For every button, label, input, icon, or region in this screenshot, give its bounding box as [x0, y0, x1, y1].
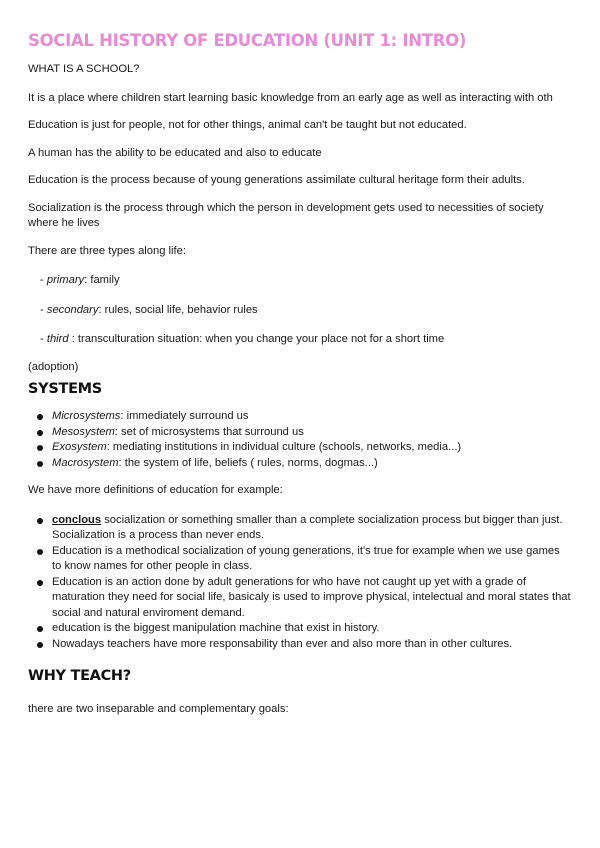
list-item: [52, 621, 572, 637]
question-what-is-school: WHAT IS A SCHOOL?: [28, 63, 140, 75]
list-item: [52, 440, 572, 456]
definition-text: Education is an action done by adult generations for who have not caught up yet with a grade of maturation they need for social life, basicaly is used to improve physical, intelectual and moral states that social and natural enviroment demand.: [52, 575, 571, 619]
paragraph-socialization: Socialization is the process through which the person in development gets used to necessities of society where he lives: [28, 201, 544, 229]
system-desc: : immediately surround us: [120, 410, 249, 422]
bullet-icon: [37, 626, 43, 632]
system-term: Macrosystem: [52, 456, 119, 469]
type-desc: : family: [84, 274, 120, 286]
paragraph-education-people: Education is just for people, not for other things, animal can't be taught but not educated.: [28, 119, 467, 131]
type-term: primary: [46, 274, 85, 286]
list-item: [52, 637, 572, 653]
adoption-note: (adoption): [28, 360, 79, 373]
bullet-icon: [37, 414, 43, 420]
list-item: [52, 575, 572, 622]
definition-text: Nowadays teachers have more responsability than ever and also more than in other cultures.: [52, 637, 513, 650]
bullet-icon: [37, 642, 43, 648]
type-secondary: - secondary: rules, social life, behavior rules: [40, 303, 258, 316]
definition-text: education is the biggest manipulation machine that exist in history.: [52, 622, 380, 634]
bullet-icon: [37, 461, 43, 467]
type-term: third: [46, 333, 69, 345]
definitions-intro: We have more definitions of education for example:: [28, 484, 283, 496]
type-third: - third : transculturation situation: when you change your place not for a short time: [40, 333, 445, 345]
list-item: [52, 425, 572, 441]
definition-text: socialization or something smaller than a complete socialization process but bigger than just. Socialization is a process than never ends.: [52, 513, 563, 541]
system-term: Microsystems: [52, 410, 121, 422]
bullet-icon: [37, 580, 43, 586]
systems-heading: SYSTEMS: [28, 381, 102, 397]
type-primary: - primary: family: [40, 274, 120, 286]
systems-list: [28, 409, 572, 471]
type-desc: : rules, social life, behavior rules: [98, 303, 258, 316]
list-item: [52, 544, 572, 575]
list-item: [52, 409, 572, 425]
list-item: [52, 456, 572, 472]
bullet-icon: [37, 518, 43, 524]
paragraph-education-process: Education is the process because of young generations assimilate cultural heritage form their adults.: [28, 174, 525, 186]
definition-text: Education is a methodical socialization of young generations, it's true for example when we use games to know names for other people in class.: [52, 544, 560, 572]
system-desc: : mediating institutions in individual culture (schools, networks, media...): [106, 441, 462, 453]
underlined-term: conclous: [52, 513, 102, 526]
goals-text: there are two inseparable and complementary goals:: [28, 703, 289, 715]
system-term: Mesosystem: [52, 425, 115, 438]
paragraph-school: It is a place where children start learning basic knowledge from an early age as well as interacting with oth: [28, 91, 553, 104]
bullet-icon: [37, 549, 43, 555]
page-title: SOCIAL HISTORY OF EDUCATION (UNIT 1: INTRO): [28, 31, 467, 50]
type-desc: : transculturation situation: when you change your place not for a short time: [68, 333, 445, 345]
paragraph-human-ability: A human has the ability to be educated and also to educate: [28, 146, 322, 159]
list-item: [52, 513, 572, 544]
type-term: secondary: [46, 303, 99, 316]
paragraph-three-types: There are three types along life:: [28, 244, 186, 257]
bullet-icon: [37, 445, 43, 451]
bullet-icon: [37, 430, 43, 436]
definitions-list: [28, 513, 572, 653]
system-desc: : the system of life, beliefs ( rules, norms, dogmas...): [118, 456, 378, 469]
why-teach-heading: WHY TEACH?: [28, 668, 131, 684]
system-desc: : set of microsystems that surround us: [114, 425, 304, 438]
system-term: Exosystem: [52, 441, 107, 453]
